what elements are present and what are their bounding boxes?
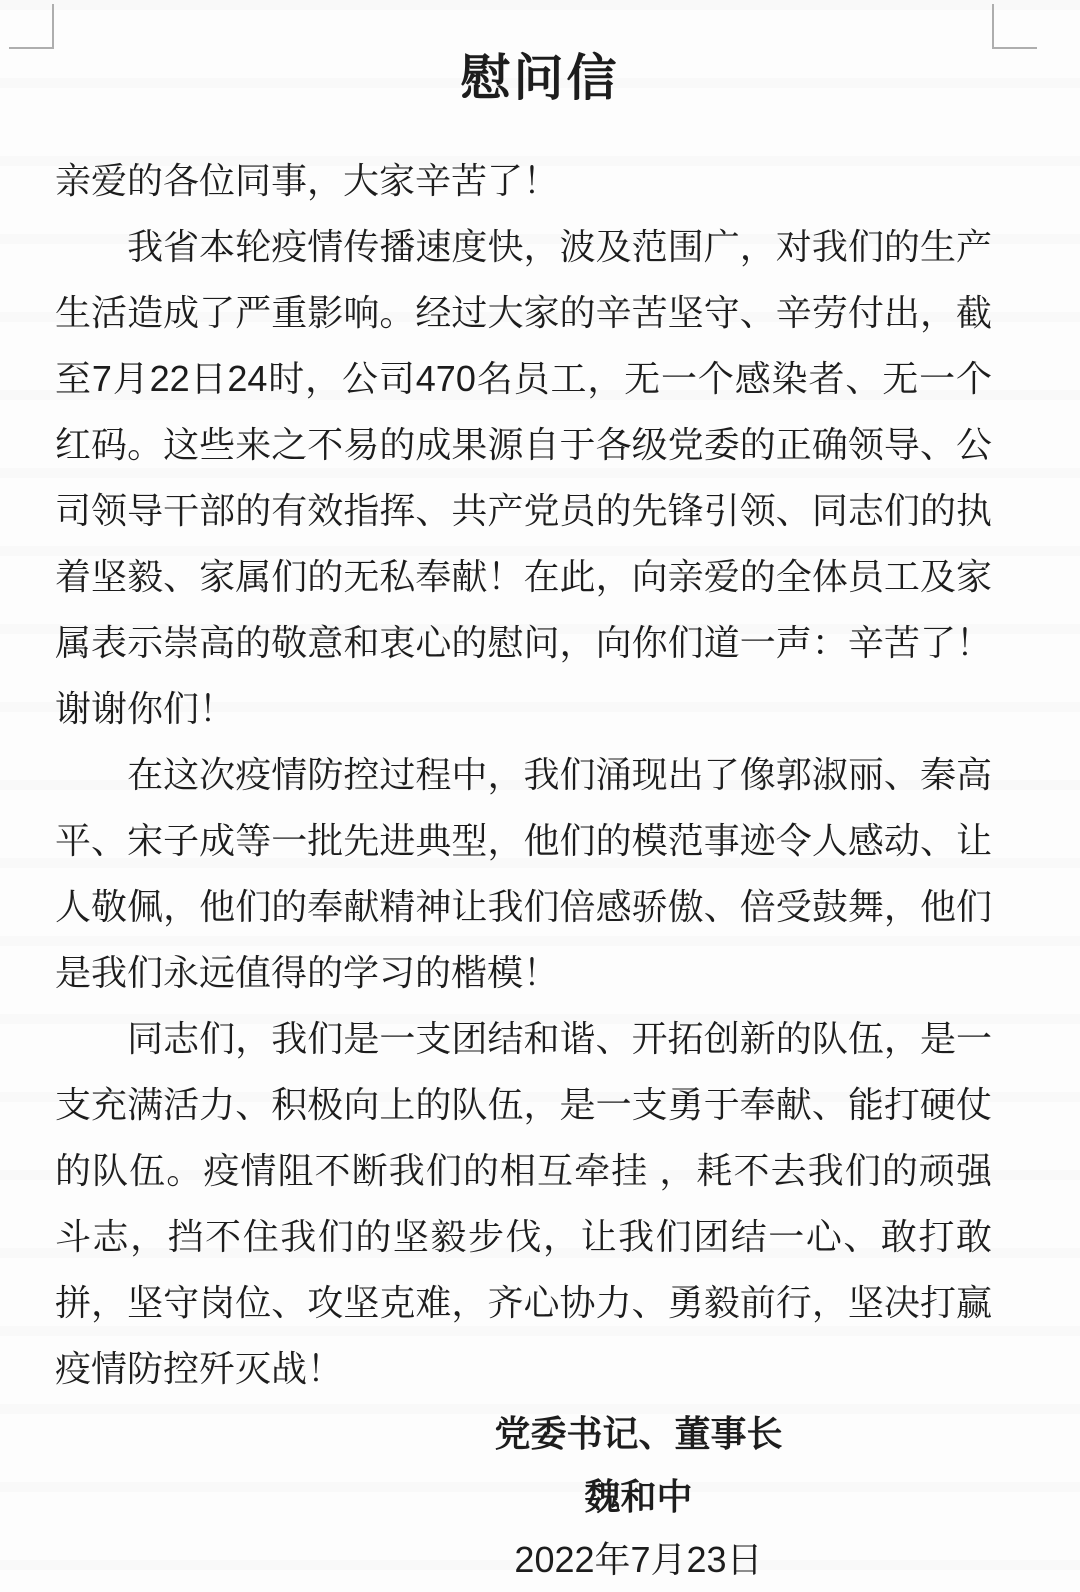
letter-line: 至7月22日24时，公司470名员工，无一个感染者、无一个 — [55, 358, 992, 399]
letter-body — [55, 148, 992, 1402]
page-corner-mark-top-right — [992, 4, 1037, 49]
letter-date: 2022年7月23日 — [514, 1539, 763, 1580]
signature-block — [285, 1402, 992, 1591]
letter-line: 红码。这些来之不易的成果源自于各级党委的正确领导、公 — [55, 424, 992, 465]
letter-line: 平、宋子成等一批先进典型，他们的模范事迹令人感动、让 — [55, 820, 992, 861]
letter-line: 司领导干部的有效指挥、共产党员的先锋引领、同志们的执 — [55, 490, 992, 531]
letter-line: 支充满活力、积极向上的队伍，是一支勇于奉献、能打硬仗 — [55, 1084, 992, 1125]
letter-line: 疫情防控歼灭战！ — [55, 1348, 344, 1389]
signer-role: 党委书记、董事长 — [494, 1413, 783, 1454]
signer-name: 魏和中 — [584, 1476, 693, 1517]
letter-line: 同志们，我们是一支团结和谐、开拓创新的队伍，是一 — [55, 1018, 992, 1059]
letter-line: 是我们永远值得的学习的楷模！ — [55, 952, 560, 993]
page-corner-mark-top-left — [9, 4, 54, 49]
letter-line: 斗志，挡不住我们的坚毅步伐，让我们团结一心、敢打敢 — [55, 1216, 992, 1257]
letter-line: 生活造成了严重影响。经过大家的辛苦坚守、辛劳付出，截 — [55, 292, 992, 333]
letter-line: 拼，坚守岗位、攻坚克难，齐心协力、勇毅前行，坚决打赢 — [55, 1282, 992, 1323]
letter-title: 慰问信 — [460, 50, 620, 106]
letter-line: 在这次疫情防控过程中，我们涌现出了像郭淑丽、秦高 — [55, 754, 992, 795]
letter-line: 我省本轮疫情传播速度快，波及范围广，对我们的生产 — [55, 226, 992, 267]
letter-line: 谢谢你们！ — [55, 688, 236, 729]
letter-line: 的队伍。疫情阻不断我们的相互牵挂 ，耗不去我们的顽强 — [55, 1150, 992, 1191]
letter-line: 属表示崇高的敬意和衷心的慰问，向你们道一声：辛苦了！ — [55, 622, 992, 663]
letter-line: 着坚毅、家属们的无私奉献！在此，向亲爱的全体员工及家 — [55, 556, 992, 597]
letter-line: 人敬佩，他们的奉献精神让我们倍感骄傲、倍受鼓舞，他们 — [55, 886, 992, 927]
letter-line: 亲爱的各位同事，大家辛苦了！ — [55, 160, 560, 201]
